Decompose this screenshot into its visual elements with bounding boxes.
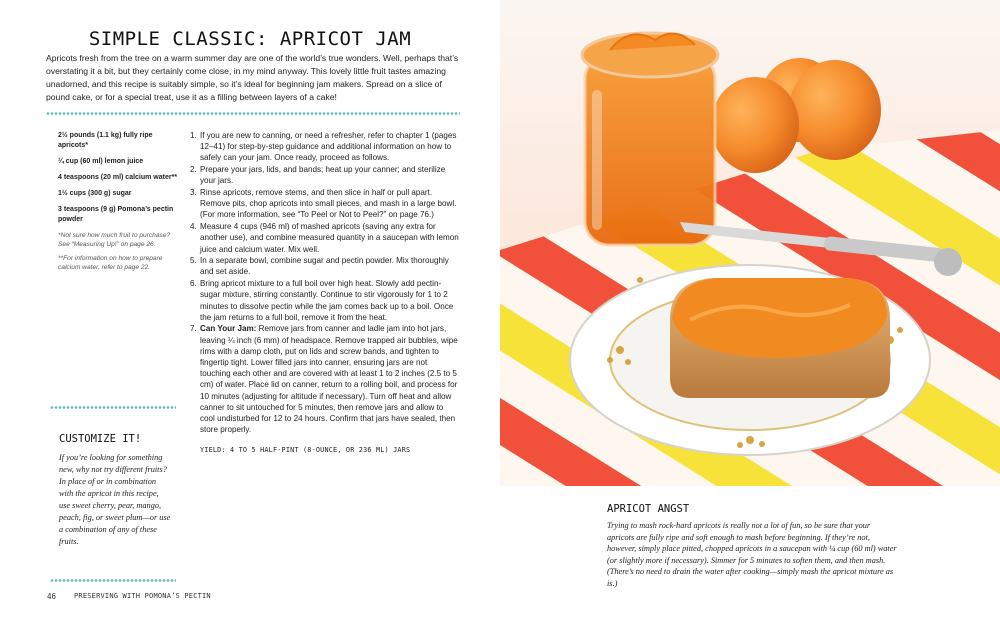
step-item: 1. If you are new to canning, or need a refresher, refer to chapter 1 (pages 12–41) for step-by-step guidance and additional information on how to safely can your jam. Once ready, proceed as follows. [190, 131, 457, 163]
step-lead: Can Your Jam: [200, 324, 257, 334]
recipe-title: SIMPLE CLASSIC: APRICOT JAM [88, 28, 412, 50]
customize-body: If you’re looking for something new, why not try different fruits? In place of or in combination with the apricot in this recipe, use sweet cherry, pear, mango, peach, fig, or sweet plum—or use a combination of any of these fruits. [59, 453, 171, 546]
ingredients-list [58, 131, 180, 277]
recipe-yield: YIELD: 4 TO 5 HALF-PINT (8-OUNCE, OR 236 ML) JARS [200, 446, 411, 454]
ingredient-item: 3 teaspoons (9 g) Pomona’s pectin powder [58, 206, 174, 223]
sidebar-title: APRICOT ANGST [607, 503, 690, 515]
jam-photo [500, 0, 1000, 486]
ingredient-note: **For information on how to prepare calcium water, refer to page 22. [58, 255, 163, 271]
ingredient-item: 4 teaspoons (20 ml) calcium water** [58, 174, 178, 181]
jam-photo-illustration [500, 0, 1000, 486]
step-item: 3. Rinse apricots, remove stems, and then slice in half or pull apart. Remove pits, chop apricots into small pieces, and mash in a large bowl. (For more information, see “To Peel or Not to Peel?” on page 76.) [190, 188, 457, 220]
divider-dots-footer [50, 578, 176, 583]
ingredient-item: 1½ cups (300 g) sugar [58, 190, 132, 197]
ingredient-item: ¼ cup (60 ml) lemon juice [58, 158, 144, 165]
steps-list [190, 130, 460, 436]
page-number: 46 [47, 592, 57, 601]
step-item: 5. In a separate bowl, combine sugar and pectin powder. Mix thoroughly and set aside. [190, 256, 449, 277]
running-title: PRESERVING WITH POMONA’S PECTIN [74, 592, 211, 600]
customize-title: CUSTOMIZE IT! [59, 433, 142, 445]
sidebar-body: Trying to mash rock-hard apricots is really not a lot of fun, so be sure that your apricots are fully ripe and soft enough to mash before beginning. If they’re not, however, simply place pitted, chopped apricots in a saucepan with ¼ cup (60 ml) water (or slightly more if necessary). Simmer for 5 minutes to soften them, and then mash. (There’s no need to drain the water after cooking—simply mash the apricot mixture as is.) [607, 521, 897, 588]
recipe-intro: Apricots fresh from the tree on a warm summer day are one of the world’s true wonders. Well, perhaps that’s overstating it a bit, but they certainly come close, in my mind anyway. This lovely little fruit tastes amazing unadorned, and this recipe is suitably simple, so it’s ideal for beginning jam makers. Spread on a slice of pound cake, or for a special treat, use it as a filling between layers of a cake! [46, 53, 459, 102]
step-item: 6. Bring apricot mixture to a full boil over high heat. Slowly add pectin-sugar mixture, stirring constantly. Continue to stir vigorously for 1 to 2 minutes to dissolve pectin while the jam comes back up to a boil. Once the jam returns to a full boil, remove it from the heat. [190, 279, 454, 322]
divider-dots-customize [50, 405, 176, 410]
divider-dots-top [46, 111, 460, 116]
step-item: 7. Can Your Jam: Remove jars from canner and ladle jam into hot jars, leaving ¼ inch (6 mm) of headspace. Remove trapped air bubbles, wipe rims with a damp cloth, put on lids and screw bands, and tighten to fingertip tight. Lower filled jars into canner, ensuring jars are not touching each other and are covered with at least 1 to 2 inches (2.5 to 5 cm) of water. Place lid on canner, return to a rolling boil, and process for 10 minutes (adjusting for altitude if necessary). Turn off heat and allow canner to sit untouched for 5 minutes, then remove jars and allow to cool undisturbed for 12 to 24 hours. Confirm that jars have sealed, then store properly. [190, 324, 458, 435]
step-item: 4. Measure 4 cups (946 ml) of mashed apricots (saving any extra for another use), and combine measured quantity in a saucepan with lemon juice and calcium water. Mix well. [190, 222, 459, 254]
ingredient-note: *Not sure how much fruit to purchase? See “Measuring Up!” on page 26. [58, 232, 171, 248]
ingredient-item: 2½ pounds (1.1 kg) fully ripe apricots* [58, 132, 153, 149]
step-item: 2. Prepare your jars, lids, and bands; heat up your canner; and sterilize your jars. [190, 165, 446, 186]
